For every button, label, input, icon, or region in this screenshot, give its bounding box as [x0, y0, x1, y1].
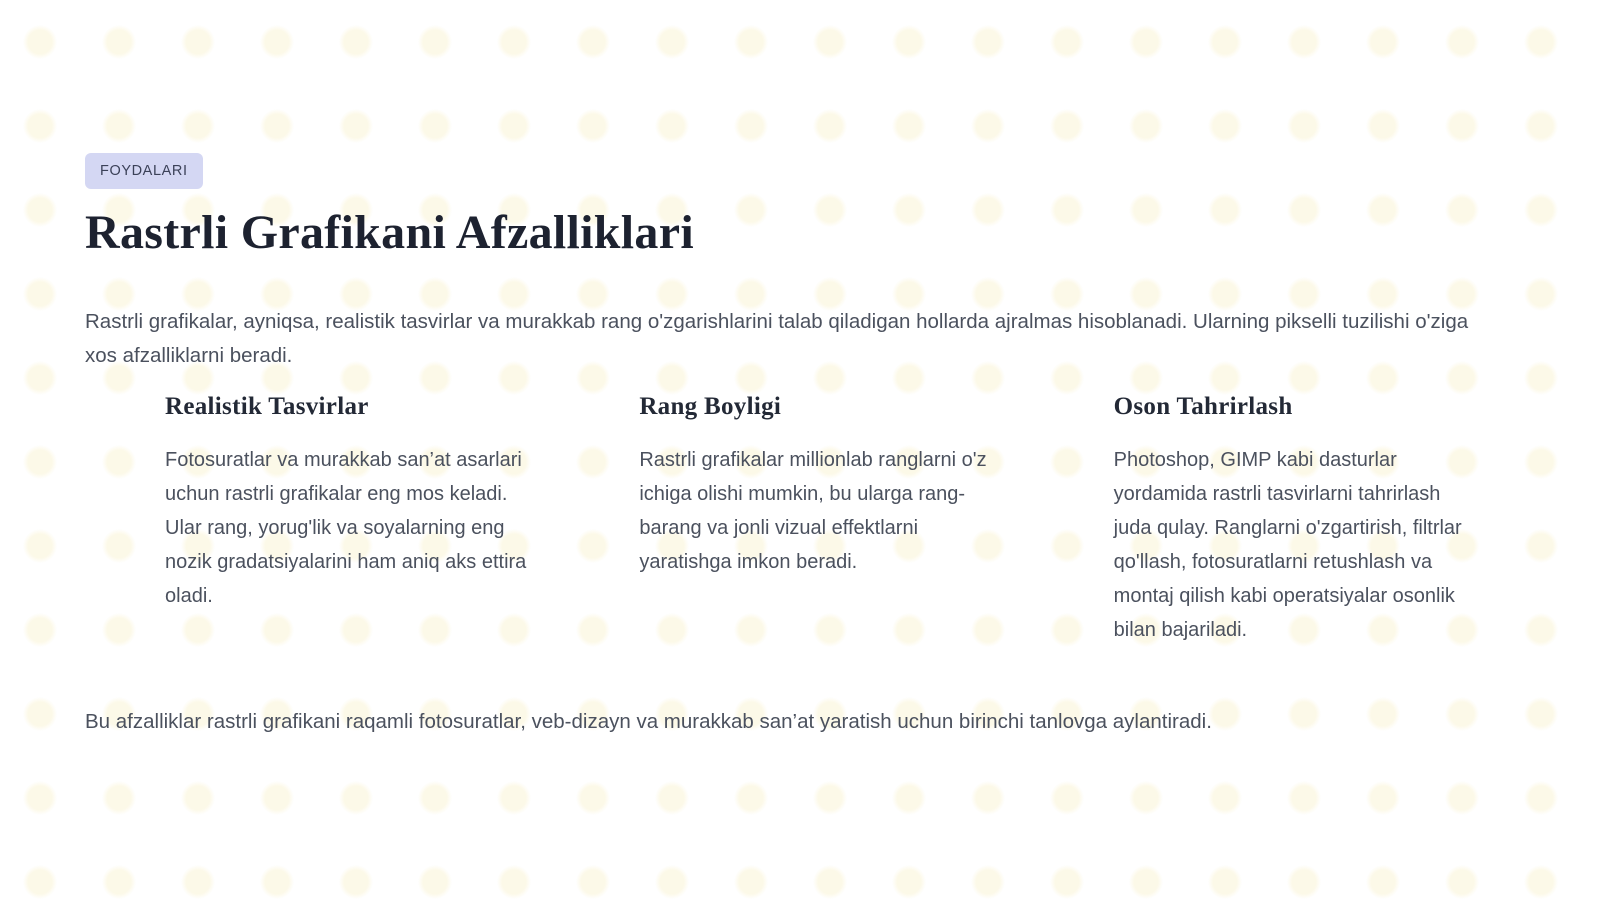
page-title: Rastrli Grafikani Afzalliklari: [85, 206, 694, 259]
feature-columns: [165, 392, 1480, 647]
feature-oson-tahrirlash: [1114, 392, 1480, 647]
feature-realistik-tasvirlar: [165, 392, 531, 647]
eyebrow-badge: FOYDALARI: [85, 153, 203, 189]
closing-paragraph: Bu afzalliklar rastrli grafikani raqamli fotosuratlar, veb-dizayn va murakkab san’at yaratish uchun birinchi tanlovga aylantiradi.: [85, 710, 1212, 733]
feature-text: Rastrli grafikalar millionlab ranglarni o'z ichiga olishi mumkin, bu ularga rang-barang va jonli vizual effektlarni yaratishga imkon beradi.: [639, 449, 987, 573]
feature-text: Fotosuratlar va murakkab san’at asarlari uchun rastrli grafikalar eng mos keladi. Ular rang, yorug'lik va soyalarning eng nozik gradatsiyalarini ham aniq aks ettira oladi.: [165, 449, 527, 607]
intro-paragraph: Rastrli grafikalar, ayniqsa, realistik tasvirlar va murakkab rang o'zgarishlarini talab qiladigan hollarda ajralmas hisoblanadi. Ularning pikselli tuzilishi o'ziga xos afzalliklarni beradi.: [85, 310, 1469, 367]
feature-title: Rang Boyligi: [639, 393, 782, 420]
feature-rang-boyligi: [639, 392, 1005, 647]
feature-title: Realistik Tasvirlar: [165, 393, 369, 420]
feature-title: Oson Tahrirlash: [1113, 393, 1293, 420]
feature-text: Photoshop, GIMP kabi dasturlar yordamida rastrli tasvirlarni tahrirlash juda qulay. Ranglarni o'zgartirish, filtrlar qo'llash, fotosuratlarni retushlash va montaj qilish kabi operatsiyalar osonlik bilan bajariladi.: [1113, 449, 1462, 641]
